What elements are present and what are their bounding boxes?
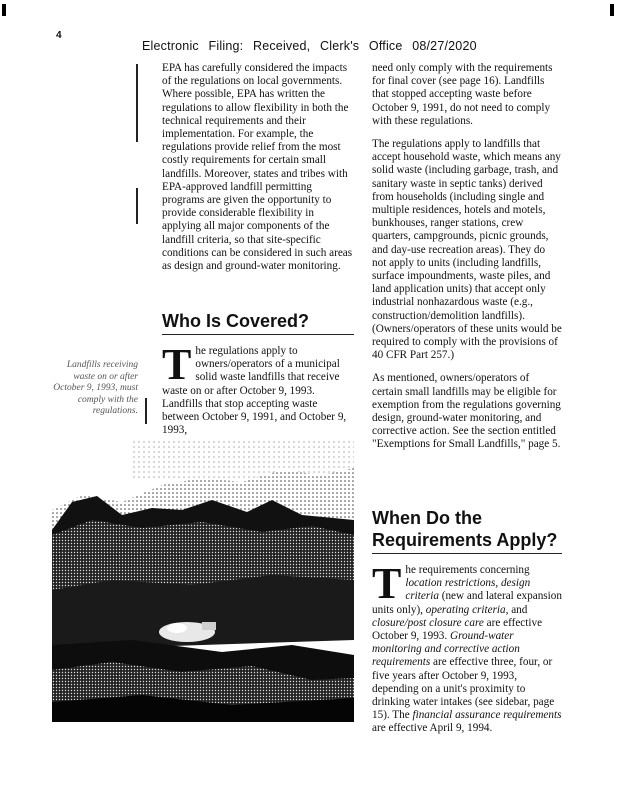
landfill-image [52,440,354,722]
when-text-4: operating criteria, [425,603,509,616]
who-covered-heading [162,310,309,332]
who-drop-cap: T [162,340,192,389]
right-column [372,62,562,462]
when-text-1: he requirements concerning [405,564,530,576]
when-text-7: are effective October 9, 1993. [372,616,543,643]
when-text-9: are effective three, four, or five years after October 9, 1993, depending on a unit's proximity to drinking water intakes (see sidebar, page 15). The [372,656,555,722]
right-para-1: need only comply with the requirements for final cover (see page 16). Landfills that stopped accepting waste before October 9, 1991, do not need to comply with these regulations. [372,62,553,127]
when-text-10: financial assurance requirements [412,709,562,722]
page-number: 4 [56,30,62,41]
who-covered-title: Who Is Covered? [162,311,310,331]
corner-mark-right [610,4,614,16]
corner-mark-left [2,4,6,16]
sidenote: Landfills receiving waste on or after October 9, 1993, must comply with the regulations. [53,360,138,416]
when-text-2: location restrictions, design criteria [405,577,531,603]
when-text-11: are effective April 9, 1994. [372,722,493,735]
right-para-3: As mentioned, owners/operators of certain small landfills may be eligible for exemption from the regulations governing design, ground-water monitoring, and corrective action. See the section entitled "Exemptions for Small Landfills," page 5. [372,372,561,451]
intro-paragraph [162,62,354,283]
who-covered-text: he regulations apply to owners/operators of a municipal solid waste landfills that receive waste on or after October 9, 1993. Landfills that stop accepting waste between October 9, 1991, and October 9, 1993, [162,345,347,437]
when-apply-title: When Do the Requirements Apply? [372,508,558,550]
when-text-5: and [508,603,528,616]
when-heading-rule [372,553,562,554]
when-drop-cap: T [372,559,402,608]
intro-text: EPA has carefully considered the impacts of the regulations on local governments. Where possible, EPA has written the regulations to allow flexibility in both the technical requirements and their implementation. For example, the regulations provide relief from the most costly requirements for certain small landfills. Moreover, states and tribes with EPA-approved landfill permitting programs are given the opportunity to provide considerable flexibility in applying all major components of the landfill criteria, so that site-specific conditions can be considered in such areas as design and ground-water monitoring. [162,62,353,273]
who-heading-rule [162,334,354,335]
sidenote-rule [145,398,147,424]
right-para-2: The regulations apply to landfills that accept household waste, which means any solid waste (including garbage, trash, and sanitary waste in septic tanks) derived from households (including single and multiple residences, hotels and motels, bunkhouses, ranger stations, crew quarters, campgrounds, picnic grounds, and day-use recreation areas). They do not apply to units (including landfills, surface impoundments, waste piles, and land application units) that accept only industrial nonhazardous waste (e.g., construction/demolition landfills). (Owners/operators of these units would be required to comply with the provisions of 40 CFR Part 257.) [372,138,562,362]
filing-header: Electronic Filing: Received, Clerk's Office 08/27/2020 [142,39,477,53]
when-text-3: (new and lateral expansion units only), [372,590,562,616]
when-apply-body [372,559,562,736]
when-text-6: closure/post closure care [372,616,484,629]
landfill-photo [52,440,354,722]
left-margin-rule-2 [136,188,138,224]
when-apply-heading [372,507,572,551]
when-text-8: Ground-water monitoring and corrective action requirements [372,630,520,669]
who-covered-body [162,340,354,437]
left-margin-rule [136,64,138,142]
